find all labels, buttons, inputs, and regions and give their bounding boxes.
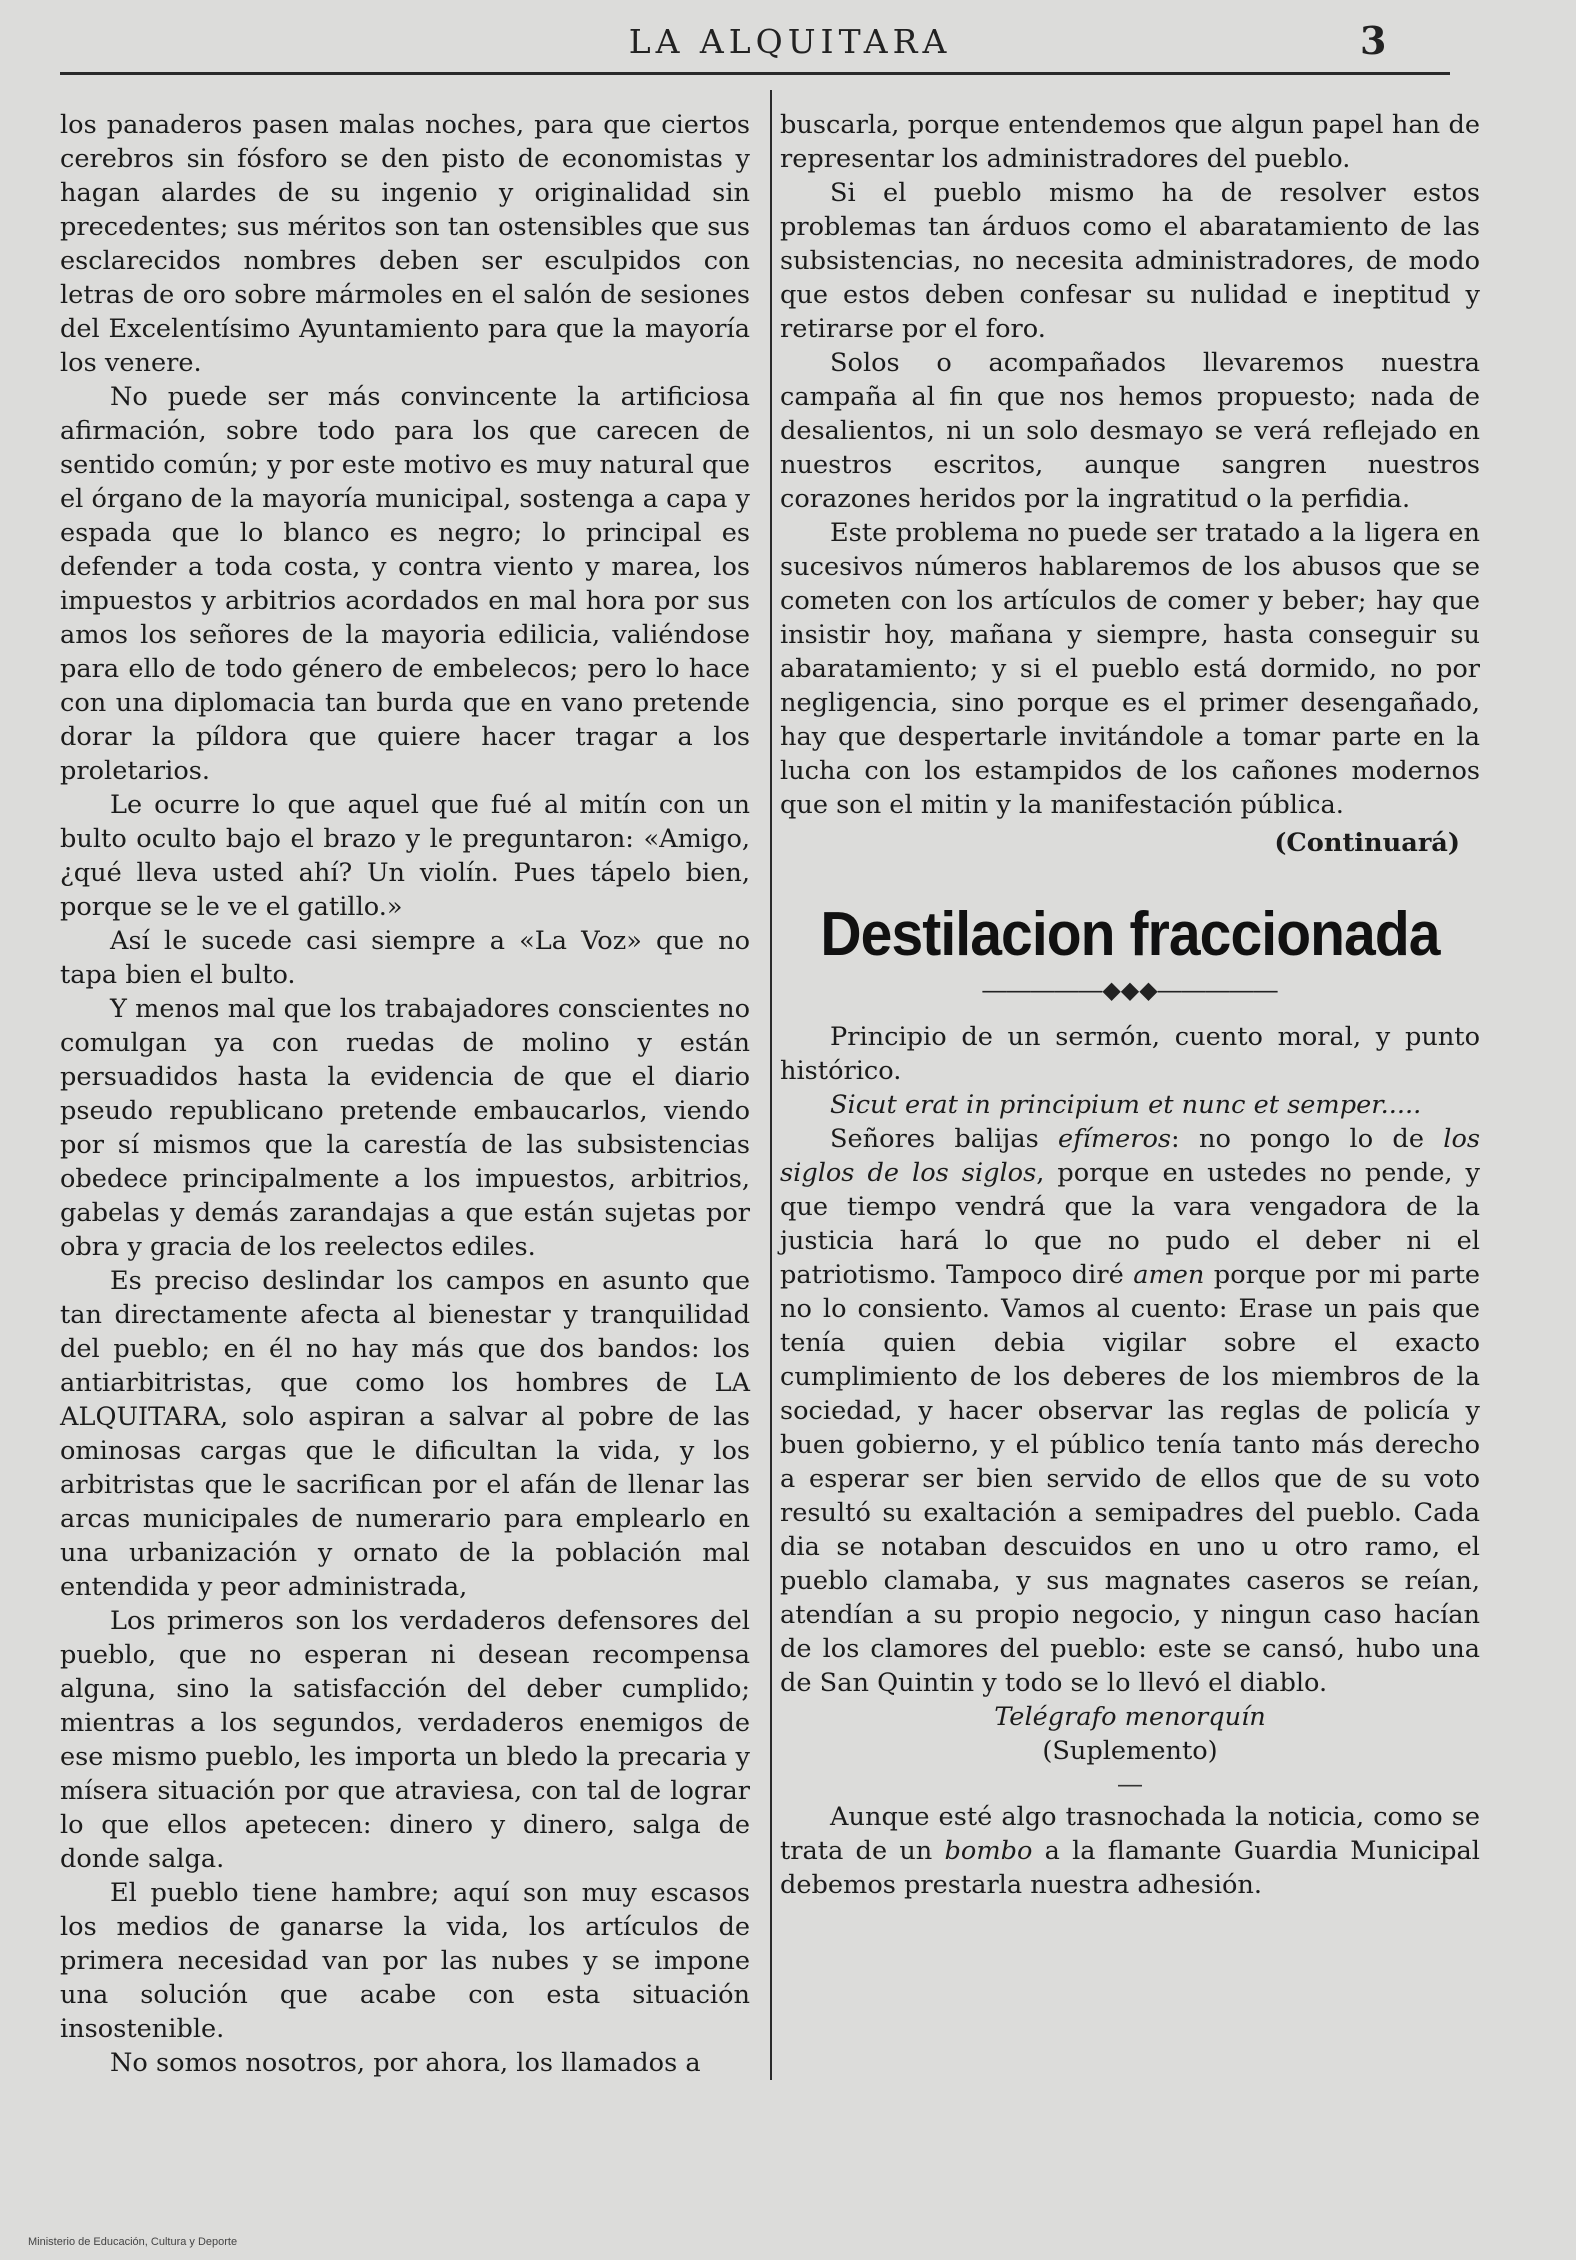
column-divider (770, 90, 772, 2080)
page-number: 3 (1360, 18, 1387, 63)
article-intro: Principio de un sermón, cuento moral, y punto histórico. (780, 1022, 1480, 1086)
right-paragraph-4: Este problema no puede ser tratado a la ligera en sucesivos números hablaremos de los abusos que se cometen con los artículos de comer y beber; hay que insistir hoy, mañana y siempre, hasta conseguir su abaratamiento; y si el pueblo está dormido, no por negligencia, sino porque es el primer desengañado, hay que despertarle invitándole a tomar parte en la lucha con los estampidos de los cañones modernos que son el mitin y la manifestación pública. (780, 518, 1480, 820)
left-paragraph-7: Los primeros son los verdaderos defensores del pueblo, que no esperan ni desean recompensa alguna, sino la satisfacción del deber cumplido; mientras a los segundos, verdaderos enemigos de ese mismo pueblo, les importa un bledo la precaria y mísera situación por que atraviesa, con tal de lograr lo que ellos apetecen: dinero y dinero, salga de donde salga. (60, 1606, 750, 1874)
footer-credit: Ministerio de Educación, Cultura y Deporte (28, 2236, 238, 2248)
right-paragraph-3: Solos o acompañados llevaremos nuestra campaña al fin que nos hemos propuesto; nada de desalientos, ni un solo desmayo se verá reflejado en nuestros escritos, aunque sangren nuestros corazones heridos por la ingratitud o la perfidia. (780, 348, 1480, 514)
right-paragraph-1: buscarla, porque entendemos que algun papel han de representar los administradores del pueblo. (780, 110, 1480, 174)
right-column (780, 108, 1480, 1902)
closing-paragraph: Aunque esté algo trasnochada la noticia, como se trata de un bombo a la flamante Guardia Municipal debemos prestarla nuestra adhesión. (780, 1802, 1480, 1900)
right-paragraph-2: Si el pueblo mismo ha de resolver estos problemas tan árduos como el abaratamiento de las subsistencias, no necesita administradores, de modo que estos deben confesar su nulidad e ineptitud y retirarse por el foro. (780, 178, 1480, 344)
left-paragraph-6: Es preciso deslindar los campos en asunto que tan directamente afecta al bienestar y tranquilidad del pueblo; en él no hay más que dos bandos: los antiarbitristas, que como los hombres de LA ALQUITARA, solo aspiran a salvar al pobre de las ominosas cargas que le dificultan la vida, y los arbitristas que le sacrifican por el afán de llenar las arcas municipales de numerario para emplearlo en una urbanización y ornato de la población mal entendida y peor administrada, (60, 1266, 750, 1602)
latin-quote: Sicut erat in principium et nunc et semper..... (830, 1090, 1422, 1120)
masthead: LA ALQUITARA (628, 22, 952, 61)
article-title: Destilacion fraccionada (820, 900, 1440, 969)
title-ornament: ―――――◆◆◆――――― (982, 976, 1278, 1004)
section-separator: ― (1118, 1770, 1142, 1798)
left-paragraph-9: No somos nosotros, por ahora, los llamados a (110, 2048, 701, 2078)
supplement-note: (Suplemento) (1042, 1736, 1218, 1766)
left-paragraph-4: Así le sucede casi siempre a «La Voz» que no tapa bien el bulto. (60, 926, 750, 990)
continued-note: (Continuará) (1274, 828, 1460, 858)
left-column (60, 108, 750, 2080)
header-rule (60, 72, 1450, 75)
left-paragraph-2: No puede ser más convincente la artificiosa afirmación, sobre todo para los que carecen de sentido común; y por este motivo es muy natural que el órgano de la mayoría municipal, sostenga a capa y espada que lo blanco es negro; lo principal es defender a toda costa, y contra viento y marea, los impuestos y arbitrios acordados en mal hora por sus amos los señores de la mayoria edilicia, valiéndose para ello de todo género de embelecos; pero lo hace con una diplomacia tan burda que en vano pretende dorar la píldora que quiere hacer tragar a los proletarios. (60, 382, 750, 786)
source-credit: Telégrafo menorquín (994, 1702, 1266, 1732)
left-paragraph-5: Y menos mal que los trabajadores conscientes no comulgan ya con ruedas de molino y están persuadidos hasta la evidencia de que el diario pseudo republicano pretende embaucarlos, viendo por sí mismos que la carestía de las subsistencias obedece principalmente a los impuestos, arbitrios, gabelas y demás zarandajas a que están sujetas por obra y gracia de los reelectos ediles. (60, 994, 750, 1262)
left-paragraph-1: los panaderos pasen malas noches, para que ciertos cerebros sin fósforo se den pisto de economistas y hagan alardes de su ingenio y originalidad sin precedentes; sus méritos son tan ostensibles que sus esclarecidos nombres deben ser esculpidos con letras de oro sobre mármoles en el salón de sesiones del Excelentísimo Ayuntamiento para que la mayoría los venere. (60, 110, 750, 378)
sermon-paragraph: Señores balijas efímeros: no pongo lo de los siglos de los siglos, porque en ustedes no pende, y que tiempo vendrá que la vara vengadora de la justicia hará lo que no pudo el deber ni el patriotismo. Tampoco diré amen porque por mi parte no lo consiento. Vamos al cuento: Erase un pais que tenía quien debia vigilar sobre el exacto cumplimiento de los deberes de los miembros de la sociedad, y hacer observar las reglas de policía y buen gobierno, y el público tenía tanto más derecho a esperar ser bien servido de ellos que de su voto resultó su exaltación a semipadres del pueblo. Cada dia se notaban descuidos en uno u otro ramo, el pueblo clamaba, y sus magnates caseros se reían, atendían a su propio negocio, y ningun caso hacían de los clamores del pueblo: este se cansó, hubo una de San Quintin y todo se lo llevó el diablo. (780, 1124, 1481, 1698)
left-paragraph-8: El pueblo tiene hambre; aquí son muy escasos los medios de ganarse la vida, los artículos de primera necesidad van por las nubes y se impone una solución que acabe con esta situación insostenible. (60, 1878, 750, 2044)
left-paragraph-3: Le ocurre lo que aquel que fué al mitín con un bulto oculto bajo el brazo y le preguntaron: «Amigo, ¿qué lleva usted ahí? Un violín. Pues tápelo bien, porque se le ve el gatillo.» (60, 790, 750, 922)
